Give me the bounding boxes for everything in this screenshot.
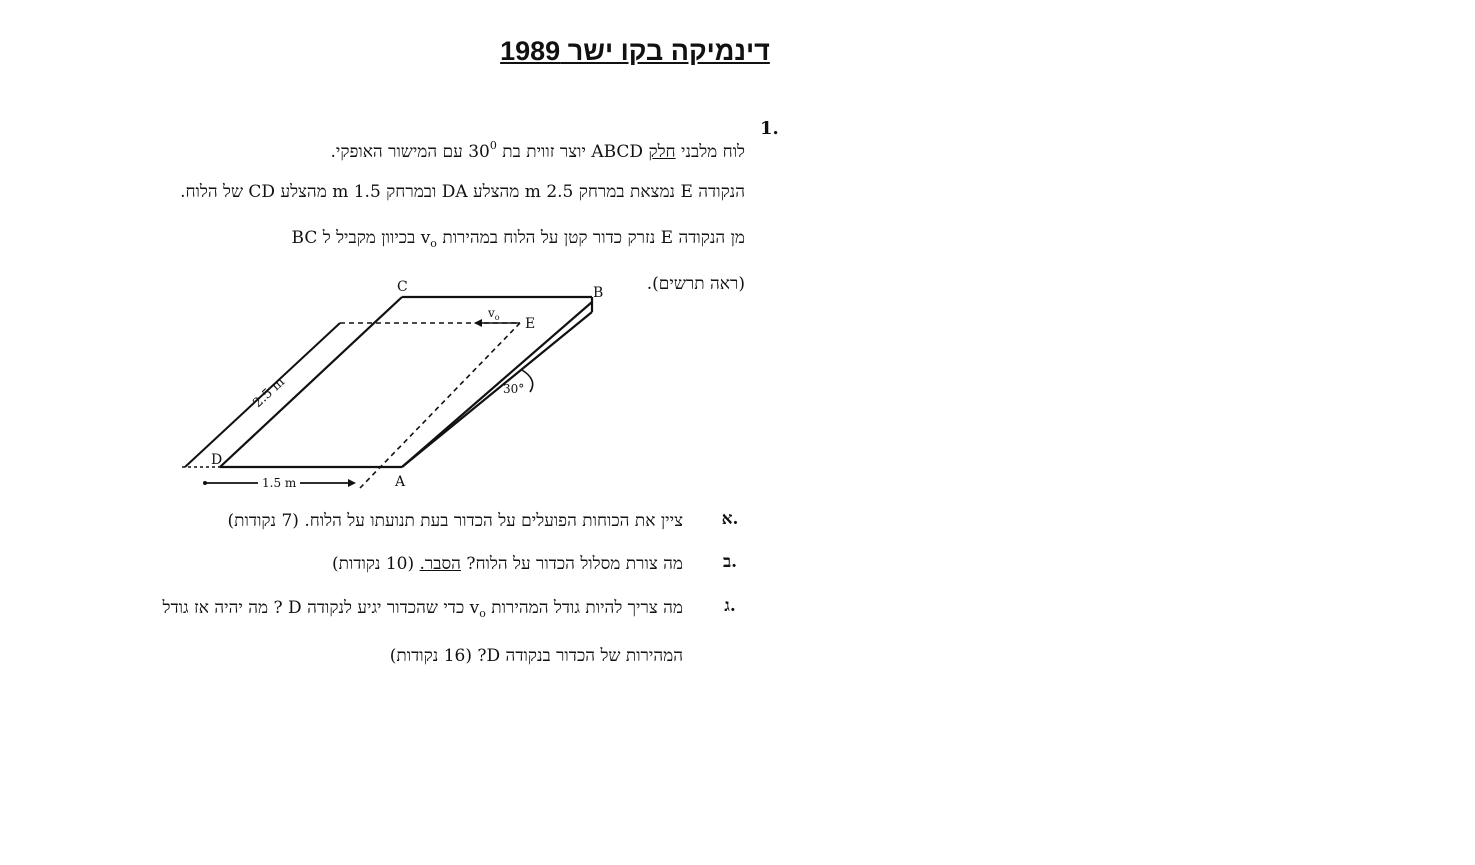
item-c-question-b: כדי שהכדור יגיע לנקודה D ? מה יהיה אז גודל <box>162 598 465 618</box>
dashed-line-to-base <box>360 323 520 488</box>
item-a-question: ציין את הכוחות הפועלים על הכדור בעת תנועתו על הלוח. <box>304 511 683 531</box>
label-2-5m: 2.5 m <box>250 374 288 411</box>
angle-degree: 0 <box>489 139 497 152</box>
item-b-explain: הסבר. <box>419 554 461 574</box>
edge-AB <box>402 302 592 467</box>
label-angle: 30° <box>503 382 525 396</box>
intro-line-1-d: עם המישור האופקי. <box>330 142 463 162</box>
item-c-marker: ג. <box>724 596 736 616</box>
item-a-points: (7 נקודות) <box>227 511 299 531</box>
question-number: 1. <box>760 118 779 139</box>
label-v-sub: o <box>494 313 500 322</box>
item-a-text <box>228 509 683 533</box>
intro-line-3-a: מן הנקודה E נזרק כדור קטן על הלוח במהירות v <box>420 228 745 248</box>
item-c-question-c: המהירות של הכדור בנקודה D? <box>477 646 683 666</box>
label-D: D <box>211 452 223 468</box>
item-c-text-line-2 <box>390 644 683 668</box>
intro-line-1-underlined: חלק <box>648 142 676 162</box>
label-v-main: v <box>488 306 495 320</box>
item-a-marker: א. <box>721 509 739 529</box>
arrow-head-right <box>348 479 356 487</box>
angle-value: 30 <box>468 142 490 162</box>
item-b-question: מה צורת מסלול הכדור על הלוח? <box>466 554 683 574</box>
velocity-arrow-head <box>474 319 482 327</box>
intro-v-sub: o <box>430 237 437 250</box>
intro-line-2: הנקודה E נמצאת במרחק 2.5 m מהצלע DA ובמרחק 1.5 m מהצלע CD של הלוח. <box>180 182 745 202</box>
intro-angle <box>468 139 497 162</box>
item-b-text <box>332 552 683 576</box>
item-b-marker: ב. <box>722 552 738 572</box>
page-title: דינמיקה בקו ישר 1989 <box>500 36 770 66</box>
dimension-dot <box>203 481 207 485</box>
item-c-question-a: מה צריך להיות גודל המהירות v <box>469 598 683 618</box>
label-v <box>487 306 500 322</box>
item-c-v-sub: o <box>479 607 486 620</box>
edge-DC <box>220 297 402 467</box>
intro-line-3-b: בכיוון מקביל ל BC <box>291 228 416 248</box>
item-c-text-line-1 <box>163 596 683 626</box>
item-b-points: (10 נקודות) <box>331 554 415 574</box>
label-1-5m: 1.5 m <box>262 476 297 490</box>
label-C: C <box>397 279 408 295</box>
intro-line-1-c: ABCD יוצר זווית בת <box>502 142 644 162</box>
intro-line-3 <box>292 226 745 256</box>
label-A: A <box>395 474 406 490</box>
label-E: E <box>525 316 536 332</box>
edge-base <box>402 312 592 467</box>
intro-line-1-a: לוח מלבני <box>681 142 745 162</box>
intro-line-1 <box>331 134 746 164</box>
label-B: B <box>593 285 604 301</box>
item-c-points: (16 נקודות) <box>389 646 472 666</box>
intro-line-4: (ראה תרשים). <box>646 274 745 294</box>
inclined-plane-figure <box>170 270 630 500</box>
